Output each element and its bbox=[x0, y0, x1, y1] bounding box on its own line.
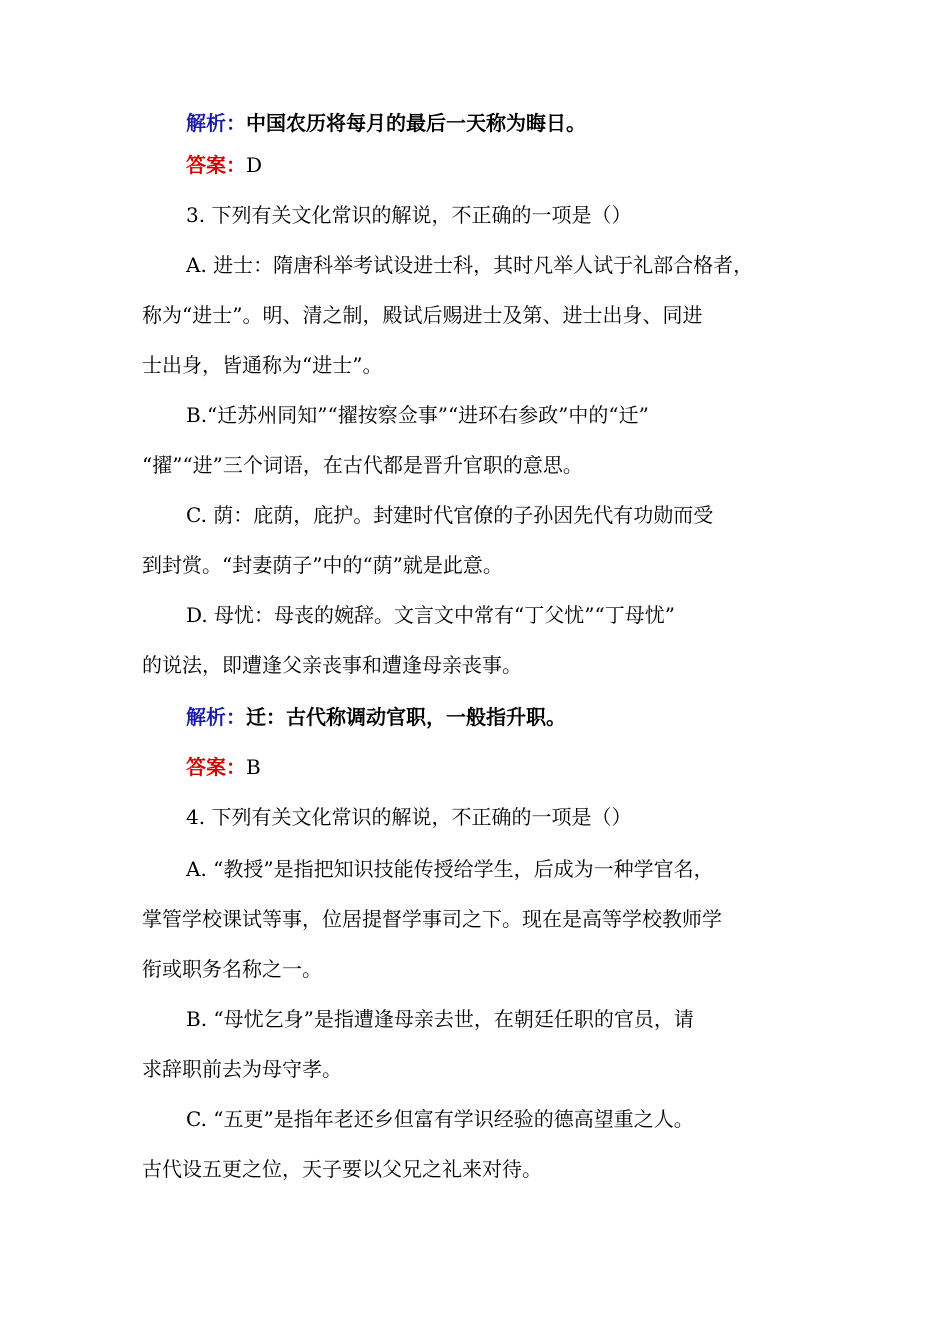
q4-option-b-line1: B. “母忧乞身”是指遭逢母亲去世，在朝廷任职的官员，请 bbox=[186, 1007, 694, 1031]
explanation-text: 中国农历将每月的最后一天称为晦日。 bbox=[246, 111, 586, 135]
explanation-text: 迁：古代称调动官职，一般指升职。 bbox=[246, 705, 566, 729]
q3-answer bbox=[186, 752, 261, 782]
answer-value: D bbox=[246, 153, 263, 177]
q4-option-a-line3: 衔或职务名称之一。 bbox=[142, 957, 322, 981]
answer-label: 答案： bbox=[186, 153, 246, 177]
q2-explanation bbox=[186, 108, 586, 138]
q3-option-a-line2: 称为“进士”。明、清之制，殿试后赐进士及第、进士出身、同进 bbox=[142, 303, 703, 327]
q3-option-c-line1: C. 荫：庇荫，庇护。封建时代官僚的子孙因先代有功勋而受 bbox=[186, 503, 714, 527]
q4-option-a-line2: 掌管学校课试等事，位居提督学事司之下。现在是高等学校教师学 bbox=[142, 907, 722, 931]
q2-answer bbox=[186, 150, 262, 180]
q3-explanation bbox=[186, 702, 566, 732]
answer-value: B bbox=[246, 755, 261, 779]
q4-option-c-line1: C. “五更”是指年老还乡但富有学识经验的德高望重之人。 bbox=[186, 1107, 694, 1131]
q3-stem: 3. 下列有关文化常识的解说，不正确的一项是（） bbox=[186, 203, 632, 227]
explanation-label: 解析： bbox=[186, 111, 246, 135]
q3-option-d-line2: 的说法，即遭逢父亲丧事和遭逢母亲丧事。 bbox=[142, 653, 522, 677]
q3-option-b-line2: “擢”“进”三个词语，在古代都是晋升官职的意思。 bbox=[142, 453, 583, 477]
answer-label: 答案： bbox=[186, 755, 246, 779]
q4-option-b-line2: 求辞职前去为母守孝。 bbox=[142, 1057, 342, 1081]
q3-option-a-line3: 士出身，皆通称为“进士”。 bbox=[142, 353, 383, 377]
q3-option-c-line2: 到封赏。“封妻荫子”中的“荫”就是此意。 bbox=[142, 553, 503, 577]
q3-option-d-line1: D. 母忧：母丧的婉辞。文言文中常有“丁父忧”“丁母忧” bbox=[186, 603, 675, 627]
q3-option-a-line1: A. 进士：隋唐科举考试设进士科，其时凡举人试于礼部合格者， bbox=[186, 253, 754, 277]
q4-option-c-line2: 古代设五更之位，天子要以父兄之礼来对待。 bbox=[142, 1157, 542, 1181]
explanation-label: 解析： bbox=[186, 705, 246, 729]
q3-option-b-line1: B.“迁苏州同知”“擢按察佥事”“进环右参政”中的“迁” bbox=[186, 403, 649, 427]
q4-stem: 4. 下列有关文化常识的解说，不正确的一项是（） bbox=[186, 805, 632, 829]
q4-option-a-line1: A. “教授”是指把知识技能传授给学生，后成为一种学官名， bbox=[186, 857, 714, 881]
